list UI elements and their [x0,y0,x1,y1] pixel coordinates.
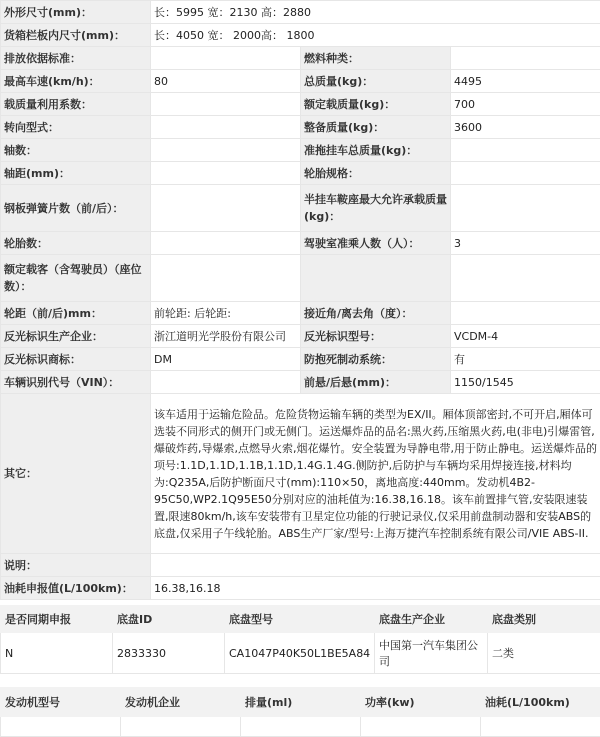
spec-value [451,185,600,232]
spec-label: 说明： [1,554,151,577]
chassis-header-chassis-id: 底盘ID [113,606,225,633]
engine-header-manufacturer: 发动机企业 [121,688,241,717]
spec-label: 排放依据标准： [1,47,151,70]
spec-label: 其它： [1,394,151,554]
engine-empty-cell [361,717,481,737]
spec-label [301,255,451,302]
spec-row [1,47,600,70]
spec-label: 轮胎规格： [301,162,451,185]
spec-value [451,139,600,162]
chassis-model-value: CA1047P40K50L1BE5A84 [225,633,375,674]
spec-row [1,325,600,348]
spec-label: 半挂车鞍座最大允许承载质量(kg)： [301,185,451,232]
spec-row [1,232,600,255]
spec-label: 整备质量(kg)： [301,116,451,139]
spec-value: 700 [451,93,600,116]
spec-value: 长：5995 宽：2130 高：2880 [151,1,600,24]
spec-value [151,371,301,394]
spec-label: 反光标识生产企业： [1,325,151,348]
spec-value: 前轮距: 后轮距: [151,302,301,325]
spec-label: 准拖挂车总质量(kg)： [301,139,451,162]
chassis-id-value: 2833330 [113,633,225,674]
spec-label: 载质量利用系数： [1,93,151,116]
spec-label: 油耗申报值(L/100km)： [1,577,151,600]
spec-row [1,116,600,139]
spec-value: 3 [451,232,600,255]
engine-empty-cell [241,717,361,737]
chassis-header-manufacturer: 底盘生产企业 [375,606,488,633]
spec-value: 1150/1545 [451,371,600,394]
spec-label: 最高车速(km/h)： [1,70,151,93]
spec-value: 4495 [451,70,600,93]
chassis-header-sync-declare: 是否同期申报 [1,606,113,633]
spec-label: 轴数： [1,139,151,162]
spec-label: 防抱死制动系统： [301,348,451,371]
spec-row [1,371,600,394]
spec-value [151,93,301,116]
spec-row [1,1,600,24]
spec-label: 货箱栏板内尺寸(mm)： [1,24,151,47]
spec-value: 3600 [451,116,600,139]
spec-label: 反光标识型号： [301,325,451,348]
spec-label: 转向型式： [1,116,151,139]
spec-value [451,302,600,325]
spec-value: DM [151,348,301,371]
spec-value: 浙江道明光学股份有限公司 [151,325,301,348]
engine-empty-row [1,717,600,737]
spec-value [151,139,301,162]
spec-row [1,162,600,185]
spec-row [1,255,600,302]
chassis-header-chassis-model: 底盘型号 [225,606,375,633]
chassis-header-row [1,606,600,633]
spec-value [451,255,600,302]
spec-row [1,577,600,600]
spec-label: 额定载客（含驾驶员）（座位数）： [1,255,151,302]
spec-label: 额定载质量(kg)： [301,93,451,116]
spec-row [1,70,600,93]
spec-value [451,162,600,185]
spec-value: 16.38,16.18 [151,577,600,600]
spec-row [1,348,600,371]
engine-empty-cell [121,717,241,737]
spec-table-body [1,1,600,600]
spec-label: 外形尺寸(mm)： [1,1,151,24]
spec-label: 车辆识别代号（VIN）： [1,371,151,394]
spec-value [151,47,301,70]
chassis-header-category: 底盘类别 [488,606,600,633]
engine-header-power: 功率(kw) [361,688,481,717]
chassis-table [0,605,600,674]
engine-header-row [1,688,600,717]
engine-table [0,687,600,737]
spec-value [151,232,301,255]
spec-row [1,24,600,47]
spec-value: VCDM-4 [451,325,600,348]
engine-header-displacement: 排量(ml) [241,688,361,717]
spec-value [151,116,301,139]
spec-row [1,554,600,577]
spec-value [151,185,301,232]
spec-label: 燃料种类： [301,47,451,70]
chassis-sync-declare-value: N [1,633,113,674]
spec-label: 驾驶室准乘人数（人）： [301,232,451,255]
chassis-category-value: 二类 [488,633,600,674]
engine-empty-cell [1,717,121,737]
engine-empty-cell [481,717,600,737]
spec-value: 长：4050 宽： 2000高： 1800 [151,24,600,47]
spec-label: 轴距(mm)： [1,162,151,185]
spec-row [1,302,600,325]
spec-value [451,47,600,70]
spec-row [1,185,600,232]
spec-row [1,139,600,162]
other-notes-value: 该车适用于运输危险品。危险货物运输车辆的类型为EX/II。厢体顶部密封,不可开启,厢体可选装不同形式的侧开门或无侧门。运送爆炸品的品名:黑火药,压缩黑火药,电(非电)引爆雷管,爆破炸药,导爆索,点燃导火索,烟花爆竹。安全装置为导静电带,用于防止静电。运送爆炸品的项号:1.1D,1.1D,1.1B,1.1D,1.4G.1.4G.侧防护,后防护与车辆均采用焊接连接,材料均为:Q235A,后防护断面尺寸(mm):110×50，离地高度:440mm。发动机4B2-95C50,WP2.1Q95E50分别对应的油耗值为:16.38,16.18。该车前置排气管,安装限速装置,限速80km/h,该车安装带有卫星定位功能的行驶记录仪,仅采用前盘制动器和安装ABS的底盘,仅采用子午线轮胎。ABS生产厂家/型号:上海万捷汽车控制系统有限公司/VIE ABS-II. [151,394,600,554]
engine-header-fuel-consumption: 油耗(L/100km) [481,688,600,717]
spec-label: 轮距（前/后)mm： [1,302,151,325]
spec-row [1,93,600,116]
spec-value: 80 [151,70,301,93]
spec-value [151,162,301,185]
spec-label: 反光标识商标： [1,348,151,371]
engine-header-model: 发动机型号 [1,688,121,717]
spec-value [151,554,600,577]
spec-label: 总质量(kg)： [301,70,451,93]
spec-label: 钢板弹簧片数（前/后）： [1,185,151,232]
spec-label: 接近角/离去角（度）： [301,302,451,325]
spec-value [151,255,301,302]
spec-row [1,394,600,554]
chassis-manufacturer-value: 中国第一汽车集团公司 [375,633,488,674]
spec-value: 有 [451,348,600,371]
chassis-data-row [1,633,600,674]
spec-label: 轮胎数： [1,232,151,255]
spec-label: 前悬/后悬(mm)： [301,371,451,394]
